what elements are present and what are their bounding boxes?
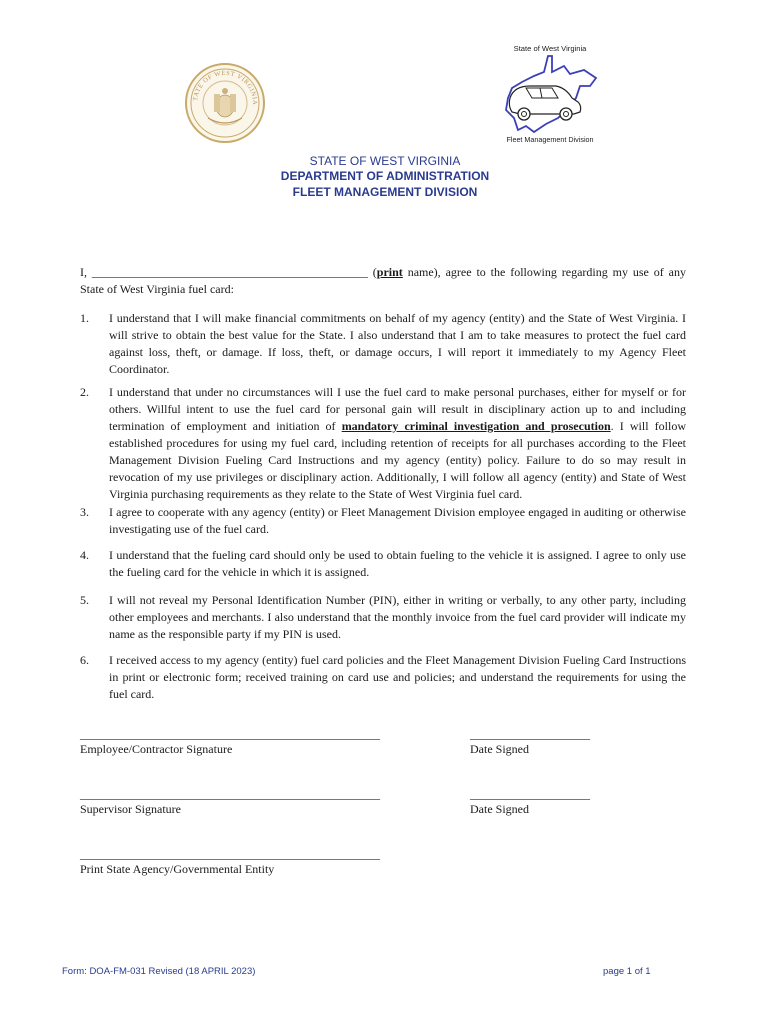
item-number: 6. (80, 653, 89, 667)
seal-text: TATE OF WEST VIRGINIA (192, 69, 259, 106)
employee-date-line[interactable]: ____________________ (470, 727, 590, 741)
employee-signature-line[interactable]: __________________________________________________ (80, 727, 380, 741)
item-text: I will not reveal my Personal Identification Number (PIN), either in writing or verbally, to any other party, including other employees and merchants. I also understand that the monthly invoice from the fuel card provider will indicate my name as the responsible party if my PIN is used. (109, 593, 686, 641)
item-number: 4. (80, 548, 89, 562)
supervisor-signature-label: Supervisor Signature (80, 802, 181, 816)
page-number: page 1 of 1 (603, 966, 651, 977)
employee-signature-label: Employee/Contractor Signature (80, 742, 233, 756)
supervisor-signature-line[interactable]: __________________________________________________ (80, 787, 380, 801)
item-number: 5. (80, 593, 89, 607)
logo-title: State of West Virginia (513, 44, 587, 53)
form-id: Form: DOA-FM-031 Revised (18 APRIL 2023) (62, 966, 256, 977)
item-text-after: . I will follow established procedures for using my fuel card, including retention of receipts for all purchases according to the Fleet Management Division Fueling Card Instructions and my agency (entity) policy. Failure to do so may result in revocation of my use privileges or disciplinary action. Additionally, I will follow all agency (entity) and State of West Virginia purchasing requirements as they relate to the State of West Virginia fuel card. (109, 419, 686, 501)
employee-date-label: Date Signed (470, 742, 529, 756)
supervisor-date-line[interactable]: ____________________ (470, 787, 590, 801)
fleet-logo (500, 44, 600, 148)
item-text: I agree to cooperate with any agency (entity) or Fleet Management Division employee engaged in auditing or otherwise investigating use of the fuel card. (109, 505, 686, 536)
supervisor-date-label: Date Signed (470, 802, 529, 816)
state-seal (184, 62, 266, 144)
header-department: DEPARTMENT OF ADMINISTRATION (280, 169, 490, 183)
header-division: FLEET MANAGEMENT DIVISION (292, 185, 478, 199)
intro-suffix: name), agree to the following regarding my use of any State of West Virginia fuel card: (80, 265, 686, 296)
wv-map-car-icon (500, 52, 600, 136)
logo-caption: Fleet Management Division (506, 135, 594, 144)
item-text (109, 384, 686, 503)
item-number: 2. (80, 385, 89, 399)
item-number: 1. (80, 311, 89, 325)
item-text: I received access to my agency (entity) fuel card policies and the Fleet Management Division Fueling Card Instructions in print or electronic form; received training on card use and policies; and understand the requirements for using the fuel card. (109, 653, 686, 701)
agency-entity-label: Print State Agency/Governmental Entity (80, 862, 275, 876)
print-word: print (376, 265, 403, 279)
item-text-before: I understand that under no circumstances will I use the fuel card to make personal purchases, either for myself or for others. Willful intent to use the fuel card for personal gain will result in disciplinary action up to and including termination of employment and initiation of (109, 385, 686, 433)
agency-entity-line[interactable]: __________________________________________________ (80, 847, 380, 861)
item-text: I understand that the fueling card should only be used to obtain fueling to the vehicle it is assigned. I agree to only use the fueling card for the vehicle in which it is assigned. (109, 548, 686, 579)
item-number: 3. (80, 505, 89, 519)
item-emphasis: mandatory criminal investigation and prosecution (341, 419, 611, 433)
header-state: STATE OF WEST VIRGINIA (309, 154, 461, 168)
intro-statement (80, 264, 686, 298)
item-text: I understand that I will make financial commitments on behalf of my agency (entity) and the State of West Virginia. I will strive to obtain the best value for the State. I also understand that I am to take measures to protect the fuel card against loss, theft, or damage. If loss, theft, or damage occurs, I will report it immediately to my Agency Fleet Coordinator. (109, 311, 686, 376)
intro-prefix: I, ______________________________________________ ( (80, 265, 377, 279)
